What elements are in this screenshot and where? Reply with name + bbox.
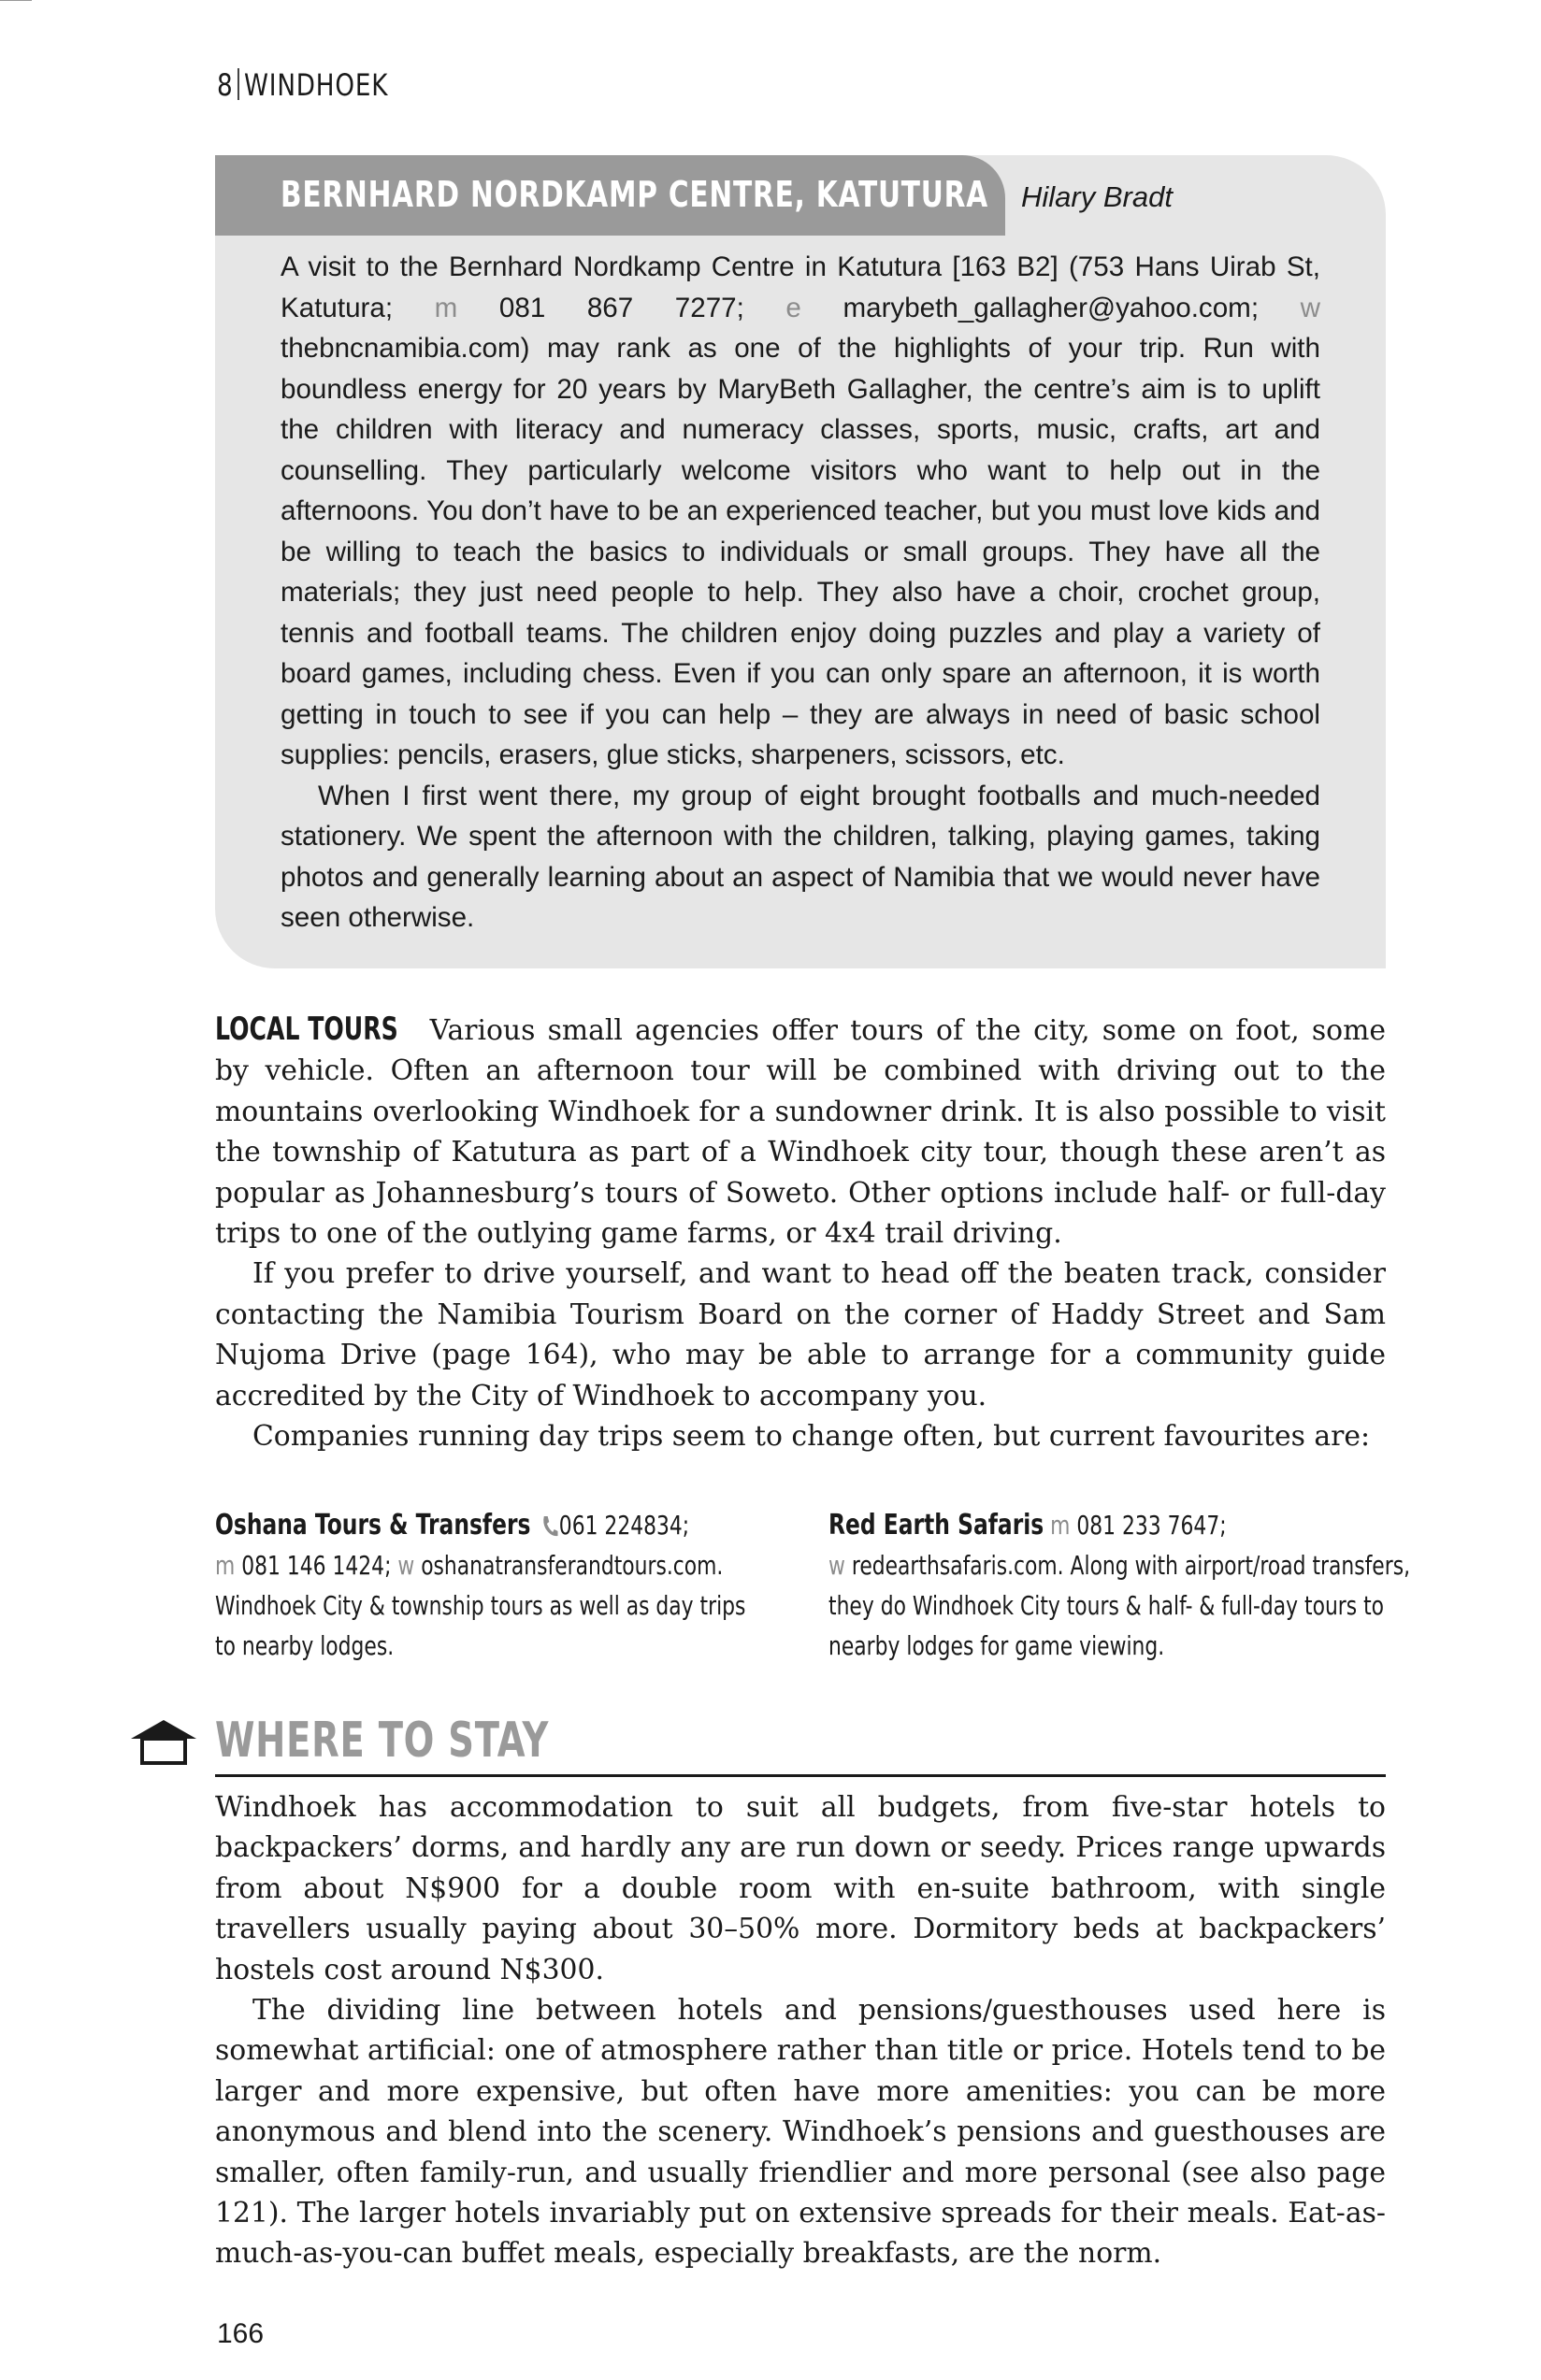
where-to-stay-paragraph: The dividing line between hotels and pensions/guesthouses used here is somewhat artificial: one of atmosphere rather than title or price. Hotels tend to be larger and more expensive, but often have more amenities: you can be more anonymous and blend into the scenery. Windhoek’s pensions and guesthouses are smaller, often family-run, and usually friendlier and more personal (see also page 121). The larger hotels invariably put on extensive spreads for their meals. Eat-as-much-as-you-can buffet meals, especially breakfasts, are the norm. (215, 1994, 1386, 2271)
listing-name: Oshana Tours & Transfers (215, 1509, 531, 1541)
running-head-separator (238, 68, 239, 100)
feature-box-title: BERNHARD NORDKAMP CENTRE, KATUTURA (281, 174, 988, 215)
section-rule (215, 1774, 1386, 1777)
listing-mobile: 081 233 7647; (1076, 1510, 1227, 1541)
local-tours-paragraph: Companies running day trips seem to change often, but current favourites are: (252, 1420, 1371, 1454)
running-head-page: 8 (217, 67, 234, 103)
mobile-key: m (215, 1550, 236, 1581)
web-key: w (1300, 292, 1321, 323)
box-text: A visit to the Bernhard Nordkamp Centre in Katutura [163 B2] (753 Hans Uirab St, Katutura; (281, 251, 1320, 323)
box-email: marybeth_gallagher@yahoo.com; (800, 292, 1301, 323)
listing-red-earth (828, 1505, 1411, 1666)
email-key: e (785, 292, 801, 323)
feature-box-body (281, 247, 1320, 939)
feature-box-author: Hilary Bradt (1021, 180, 1173, 213)
where-to-stay-heading: WHERE TO STAY (215, 1713, 550, 1769)
box-text: thebncnamibia.com) may rank as one of the highlights of your trip. Run with boundless energy for 20 years by MaryBeth Gallagher, the centre’s aim is to uplift the children with literacy and numeracy classes, sports, music, crafts, art and counselling. They particularly welcome visitors who want to help out in the afternoons. You don’t have to be an experienced teacher, but you must love kids and be willing to teach the basics to individuals or small groups. They have all the materials; they just need people to help. They also have a choir, crochet group, tennis and football teams. The children enjoy doing puzzles and play a variety of board games, including chess. Even if you can only spare an afternoon, it is worth getting in touch to see if you can help – they are always in need of basic school supplies: pencils, erasers, glue sticks, sharpeners, scissors, etc. (281, 333, 1320, 770)
page-number: 166 (217, 2318, 265, 2349)
listing-phone: 061 224834; (558, 1510, 690, 1541)
listing-mobile: 081 146 1424; (241, 1550, 392, 1581)
listing-description: Windhoek City & township tours as well as day trips to nearby lodges. (215, 1590, 746, 1661)
local-tours-paragraph: If you prefer to drive yourself, and want to head off the beaten track, consider contacting the Namibia Tourism Board on the corner of Haddy Street and Sam Nujoma Drive (page 164), who may be able to arrange for a community guide accredited by the City of Windhoek to accompany you. (215, 1257, 1386, 1412)
running-head-chapter: WINDHOEK (243, 67, 389, 103)
listing-description: Along with airport/road transfers, they do Windhoek City tours & half- & full-day tours to nearby lodges for game viewing. (828, 1550, 1411, 1661)
web-key: w (397, 1550, 415, 1581)
mobile-key: m (1050, 1510, 1071, 1541)
where-to-stay-paragraph: Windhoek has accommodation to suit all budgets, from five-star hotels to backpackers’ dorms, and hardly any are run down or seedy. Prices range upwards from about N$900 for a double room with en-suite bathroom, with single travellers usually paying about 30–50% more. Dormitory beds at backpackers’ hostels cost around N$300. (215, 1791, 1386, 1986)
box-phone: 081 867 7277; (457, 292, 786, 323)
crop-mark (0, 0, 32, 1)
local-tours-heading: LOCAL TOURS (215, 1011, 398, 1048)
web-key: w (828, 1550, 845, 1581)
running-head (217, 67, 388, 103)
local-tours-text: Various small agencies offer tours of the city, some on foot, some by vehicle. Often an afternoon tour will be combined with driving out to the mountains overlooking Windhoek for a sundowner drink. It is also possible to visit the township of Katutura as part of a Windhoek city tour, though these aren’t as popular as Johannesburg’s tours of Soweto. Other options include half- or full-day trips to one of the outlying game farms, or 4x4 trail driving. (215, 1014, 1386, 1251)
where-to-stay-section (215, 1787, 1386, 2274)
listing-web: redearthsafaris.com. (851, 1550, 1064, 1581)
feature-box-paragraph: When I first went there, my group of eight brought footballs and much-needed stationery. We spent the afternoon with the children, talking, playing games, taking photos and generally learning about an aspect of Namibia that we would never have seen otherwise. (281, 780, 1320, 933)
local-tours-section (215, 1010, 1386, 1456)
listing-name: Red Earth Safaris (828, 1509, 1044, 1541)
local-tours-paragraph (215, 1010, 1386, 1254)
house-icon (129, 1718, 198, 1765)
feature-box-paragraph (281, 247, 1320, 776)
phone-icon (541, 1514, 557, 1537)
listing-oshana (215, 1505, 795, 1666)
listing-web: oshanatransferandtours.com. (421, 1550, 724, 1581)
mobile-key: m (434, 292, 458, 323)
